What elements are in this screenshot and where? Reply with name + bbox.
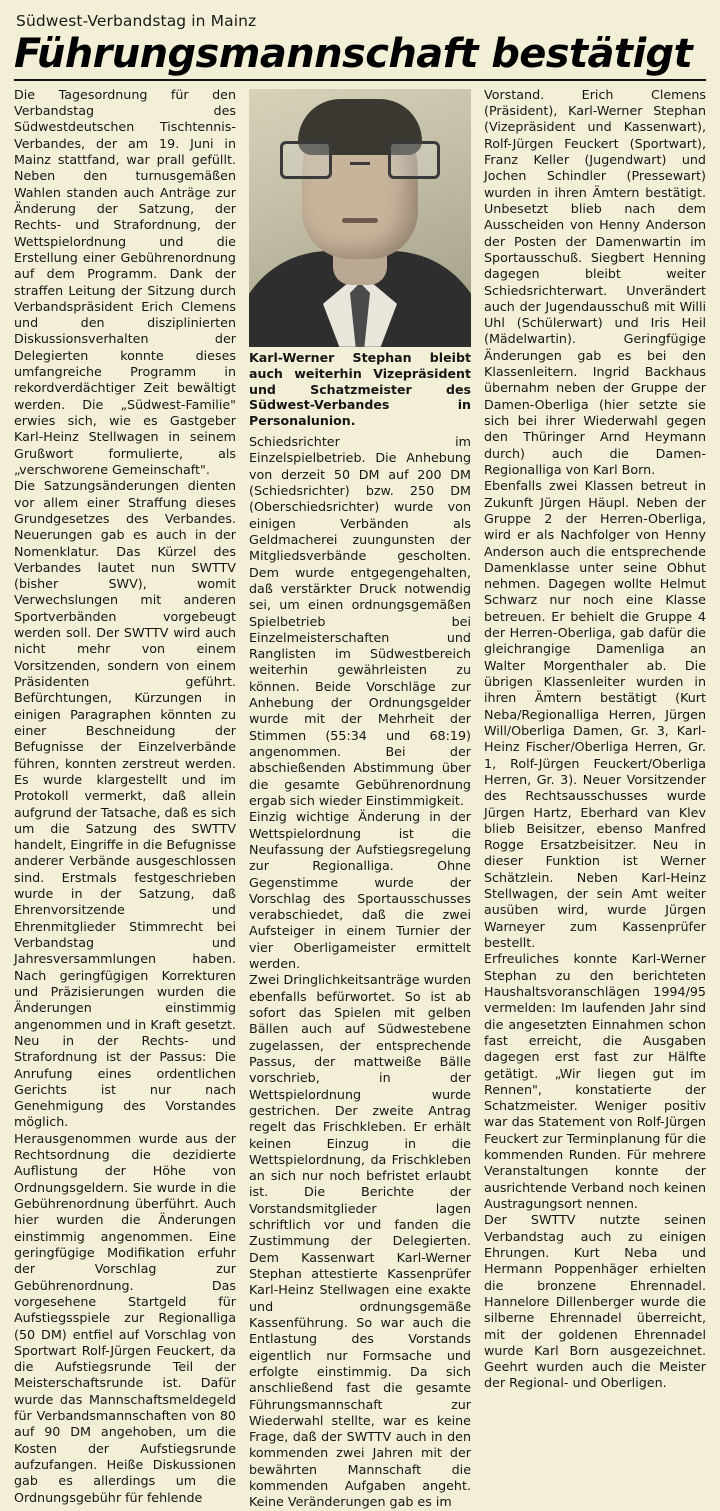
column-1 [14, 87, 236, 1506]
paragraph: Der SWTTV nutzte seinen Verbandstag auch zu einigen Ehrungen. Kurt Neba und Hermann Poppenhäger erhielten die bronzene Ehrennadel. Hannelore Dillenberger wurde die silberne Ehrennadel überreicht, mit der goldenen Ehrennadel wurde Karl Born ausgezeichnet. Geehrt wurden auch die Meister der Regional- und Oberligen. [484, 1212, 706, 1391]
column-2 [249, 87, 471, 1511]
article-columns [14, 87, 706, 1511]
column-3 [484, 87, 706, 1392]
paragraph: Schiedsrichter im Einzelspielbetrieb. Die Anhebung von derzeit 50 DM auf 200 DM (Schiedsrichter) bzw. 250 DM (Oberschiedsrichter) wurde von einigen Verbänden als Geldmacherei zuungunsten der Mitgliedsverbände gescholten. Dem wurde entgegengehalten, daß verstärkter Druck notwendig sei, um einen ordnungsgemäßen Spielbetrieb bei Einzelmeisterschaften und Ranglisten im Südwestbereich weiterhin gewährleisten zu können. Beide Vorschläge zur Anhebung der Ordnungsgelder wurde mit der Mehrheit der Stimmen (55:34 und 68:19) angenommen. Bei der abschießenden Abstimmung über die gesamte Gebührenordnung ergab sich wieder Einstimmigkeit. [249, 434, 471, 808]
glasses-right-icon [388, 141, 440, 179]
paragraph: Herausgenommen wurde aus der Rechtsordnung die dezidierte Auflistung der Höhe von Ordnungsgeldern. Sie wurde in die Gebührenordnung überführt. Auch hier wurden die Änderungen einstimmig angenommen. Eine geringfügige Modifikation erfuhr der Vorschlag zur Gebührenordnung. Das vorgesehene Startgeld für Aufstiegsspiele zur Regionalliga (50 DM) entfiel auf Vorschlag von Sportwart Rolf-Jürgen Feuckert, da die Aufstiegsrunde Teil der Meisterschaftsrunde ist. Dafür wurde das Mannschaftsmeldegeld für Verbandsmannschaften von 80 auf 90 DM angehoben, um die Kosten der Aufstiegsrunde aufzufangen. Heiße Diskussionen gab es allerdings um die Ordnungsgebühr für fehlende [14, 1130, 236, 1505]
article-kicker: Südwest-Verbandstag in Mainz [16, 12, 257, 30]
paragraph: Ebenfalls zwei Klassen betreut in Zukunft Jürgen Häupl. Neben der Gruppe 2 der Herren-Oberliga, wird er als Nachfolger von Henny Anderson auch die entsprechende Damenklasse unter seine Obhut nehmen. Dagegen wollte Helmut Schwarz nur noch eine Klasse betreuen. Er behielt die Gruppe 4 der Herren-Oberliga, gab dafür die gleichrangige Damenliga an Walter Morgenthaler ab. Die übrigen Klassenleiter wurden in ihren Ämtern bestätigt (Kurt Neba/Regionalliga Herren, Jürgen Will/Oberliga Damen, Gr. 3, Karl-Heinz Fischer/Oberliga Herren, Gr. 1, Rolf-Jürgen Feuckert/Oberliga Herren, Gr. 3). Neuer Vorsitzender des Rechtsausschusses wurde Jürgen Hartz, Eberhard van Klev blieb Beisitzer, ebenso Manfred Rogge Ersatzbeisitzer. Neu in dieser Funktion ist Werner Schätzlein. Neben Karl-Heinz Stellwagen, der sein Amt weiter ausüben wird, wurde Jürgen Warneyer zum Kassenprüfer bestellt. [484, 478, 706, 951]
paragraph: Die Satzungsänderungen dienten vor allem einer Straffung dieses Grundgesetzes des Verbandes. Neuerungen gab es auch in der Nomenklatur. Das Kürzel des Verbandes lautet nun SWTTV (bisher SWV), womit Verwechslungen mit anderen Sportverbänden vorgebeugt werden soll. Der SWTTV wird auch nicht mehr von einem Vorsitzenden, sondern von einem Präsidenten geführt. Befürchtungen, Kürzungen in einigen Paragraphen könnten zu einer Beschneidung der Befugnisse der Einzelverbände führen, konnten zerstreut werden. Es wurde klargestellt und im Protokoll vermerkt, daß allein aufgrund der Tatsache, daß es sich um die Satzung des SWTTV handelt, Eingriffe in die Befugnisse anderer Verbände ausgeschlossen sind. Erstmals festgeschrieben wurde in der Satzung, daß Ehrenvorsitzende und Ehrenmitglieder Stimmrecht bei Verbandstag und Jahresversammlungen haben. Nach geringfügigen Korrekturen und Präzisierungen wurden die Änderungen einstimmig angenommen und in Kraft gesetzt. Neu in der Rechts- und Strafordnung ist der Passus: Die Anrufung eines ordentlichen Gerichts ist nur nach Genehmigung des Vorstandes möglich. [14, 478, 236, 1130]
portrait-photo [249, 89, 471, 347]
paragraph: Zwei Dringlichkeitsanträge wurden ebenfalls befürwortet. So ist ab sofort das Spielen mit gelben Bällen auch auf Südwestebene zugelassen, der entsprechende Passus, der mattweiße Bälle vorschrieb, in der Wettspielordnung wurde gestrichen. Der zweite Antrag regelt das Frischkleben. Er erhält keinen Einzug in die Wettspielordnung, da Frischkleben an sich nur noch befristet erlaubt ist. Die Berichte der Vorstandsmitglieder lagen schriftlich vor und fanden die Zustimmung der Delegierten. Dem Kassenwart Karl-Werner Stephan attestierte Kassenprüfer Karl-Heinz Stellwagen eine exakte und ordnungsgemäße Kassenführung. So war auch die Entlastung des Vorstands eigentlich nur Formsache und erfolgte einstimmig. Da sich anschließend fast die gesamte Führungsmannschaft zur Wiederwahl stellte, war es keine Frage, daß der SWTTV auch in den kommenden zwei Jahren mit der bewährten Mannschaft die kommenden Aufgaben angeht. Keine Veränderungen gab es im [249, 972, 471, 1510]
paragraph: Vorstand. Erich Clemens (Präsident), Karl-Werner Stephan (Vizepräsident und Kassenwart), Rolf-Jürgen Feuckert (Sportwart), Franz Keller (Jugendwart) und Jochen Schindler (Pressewart) wurden in ihren Ämtern bestätigt. Unbesetzt blieb nach dem Ausscheiden von Henny Anderson der Posten der Damenwartin im Sportausschuß. Siegbert Henning dagegen bleibt weiter Schiedsrichterwart. Unverändert auch der Jugendausschuß mit Willi Uhl (Schülerwart) und Iris Heil (Mädelwartin). Geringfügige Änderungen gab es bei den Klassenleitern. Ingrid Backhaus übernahm neben der Gruppe der Damen-Oberliga (hier setzte sie sich bei ihrer Wiederwahl gegen den Thüringer Arnd Heymann durch) auch die Damen-Regionalliga von Karl Born. [484, 86, 706, 477]
paragraph: Die Tagesordnung für den Verbandstag des Südwestdeutschen Tischtennis-Verbandes, der am 19. Juni in Mainz stattfand, war prall gefüllt. Neben den turnusgemäßen Wahlen standen auch Anträge zur Änderung der Satzung, der Rechts- und Strafordnung, der Wettspielordnung und die Erstellung einer Gebührenordnung auf dem Programm. Dank der straffen Leitung der Sitzung durch Verbandspräsident Erich Clemens und den disziplinierten Diskussionsverhalten der Delegierten konnte dieses umfangreiche Programm in rekordverdächtiger Zeit bewältigt werden. Die „Südwest-Familie" erwies sich, wie es Gastgeber Karl-Heinz Stellwagen in seinem Grußwort formulierte, als „verschworene Gemeinschaft". [14, 86, 236, 477]
paragraph: Einzig wichtige Änderung in der Wettspielordnung ist die Neufassung der Aufstiegsregelung zur Regionalliga. Ohne Gegenstimme wurde der Vorschlag des Sportausschusses verabschiedet, daß die zwei Aufsteiger in einem Turnier der vier Oberligameister ermittelt werden. [249, 809, 471, 972]
photo-mouth [342, 218, 378, 223]
photo-figure [249, 89, 471, 429]
paragraph: Erfreuliches konnte Karl-Werner Stephan zu den berichteten Haushaltsvoranschlägen 1994/95 vermelden: Im laufenden Jahr sind die angesetzten Einnahmen schon fast erreicht, die Ausgaben dagegen erst fast zur Hälfte getätigt. „Wir liegen gut im Rennen", konstatierte der Schatzmeister. Weniger positiv war das Statement von Rolf-Jürgen Feuckert zur Terminplanung für die kommenden Runden. Für mehrere Veranstaltungen konnte der ausrichtende Verband noch keinen Austragungsort nennen. [484, 951, 706, 1212]
glasses-bridge-icon [350, 162, 370, 165]
page-title: Führungsmannschaft bestätigt [14, 34, 706, 81]
photo-caption: Karl-Werner Stephan bleibt auch weiterhin Vizepräsident und Schatzmeister des Südwest-Verbandes in Personalunion. [249, 349, 471, 429]
glasses-left-icon [280, 141, 332, 179]
